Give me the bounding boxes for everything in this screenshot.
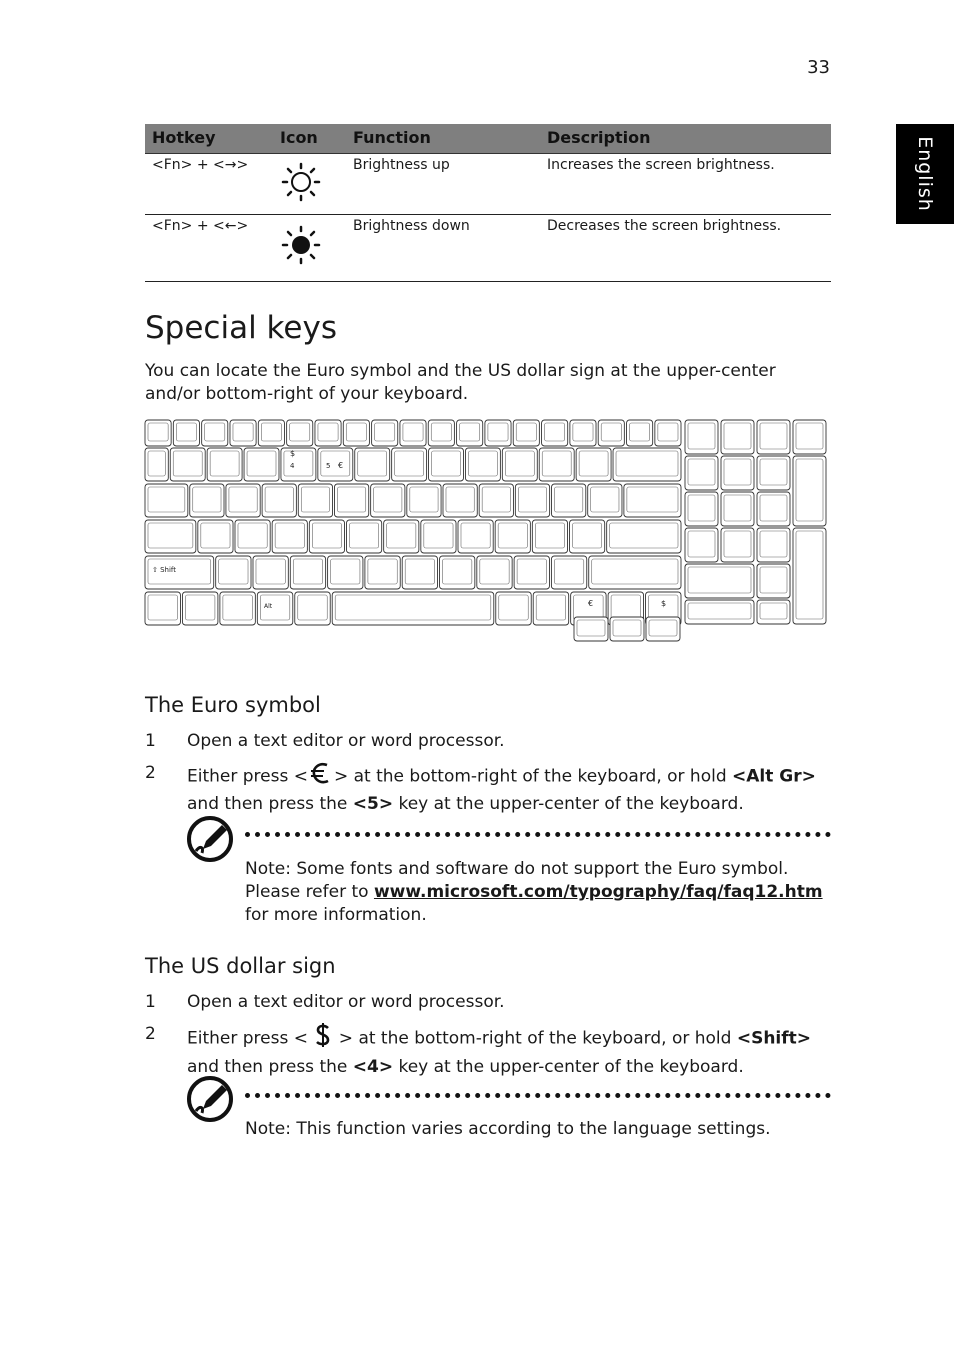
keyboard-key xyxy=(496,592,531,625)
microsoft-faq-link[interactable]: www.microsoft.com/typography/faq/faq12.htm xyxy=(373,882,823,902)
keyboard-key xyxy=(315,420,341,446)
keyboard-key xyxy=(170,448,205,481)
keyboard-key xyxy=(574,617,608,641)
keyboard-key xyxy=(607,520,681,553)
euro-section-title: The Euro symbol xyxy=(145,693,321,717)
language-tab-label: English xyxy=(914,136,936,212)
keyboard-key xyxy=(495,520,530,553)
keyboard-key xyxy=(443,484,477,517)
keyboard-key xyxy=(400,420,426,446)
keyboard-key xyxy=(685,528,718,562)
key-legend: € xyxy=(588,599,594,608)
keyboard-key xyxy=(589,556,681,589)
key-legend: € xyxy=(338,461,344,470)
keyboard-key xyxy=(262,484,296,517)
table-header xyxy=(145,124,831,154)
keyboard-key xyxy=(355,448,390,481)
hotkey-cell: <Fn> + <→> xyxy=(152,157,249,173)
keyboard-key xyxy=(576,448,611,481)
keyboard-key xyxy=(407,484,441,517)
note-label: Note xyxy=(245,859,286,879)
key-legend: ⇧ Shift xyxy=(152,566,177,574)
keyboard-key xyxy=(346,520,381,553)
step-text xyxy=(187,761,827,816)
keyboard-key xyxy=(173,420,199,446)
keyboard-key xyxy=(457,420,483,446)
keyboard-key xyxy=(145,592,180,625)
keyboard-key xyxy=(655,420,681,446)
keyboard-key xyxy=(365,556,400,589)
keyboard-key xyxy=(290,556,325,589)
keyboard-key xyxy=(793,420,826,454)
keyboard-key xyxy=(244,448,279,481)
keyboard-key xyxy=(551,556,586,589)
keyboard-key xyxy=(515,484,549,517)
keyboard-key xyxy=(685,420,718,454)
function-cell: Brightness up xyxy=(353,157,450,173)
step-text-part: and then press the xyxy=(187,1057,353,1077)
note-body: This function varies according to the language settings. xyxy=(290,1119,771,1139)
keyboard-key xyxy=(588,484,622,517)
header-description: Description xyxy=(547,128,651,147)
keyboard-key xyxy=(685,600,754,624)
keyboard-key xyxy=(402,556,437,589)
hotkey-table xyxy=(145,124,831,282)
keyboard-key xyxy=(145,520,196,553)
keyboard-key xyxy=(757,492,790,526)
step-number: 2 xyxy=(145,1024,156,1044)
keyboard-key xyxy=(613,448,681,481)
key-label: <Shift> xyxy=(736,1028,812,1049)
brightness-down-icon xyxy=(281,225,321,269)
page-title: Special keys xyxy=(145,310,337,346)
table-row xyxy=(145,215,831,282)
step-text: Open a text editor or word processor. xyxy=(187,992,505,1012)
keyboard-key xyxy=(532,520,567,553)
keyboard-key xyxy=(685,564,754,598)
note-icon xyxy=(186,1075,234,1127)
keyboard-key xyxy=(220,592,255,625)
keyboard-key xyxy=(646,617,680,641)
keyboard-key xyxy=(392,448,427,481)
keyboard-key xyxy=(479,484,513,517)
keyboard-key xyxy=(624,484,681,517)
keyboard-key xyxy=(610,617,644,641)
keyboard-key xyxy=(334,484,368,517)
keyboard-key xyxy=(627,420,653,446)
header-hotkey: Hotkey xyxy=(152,128,216,147)
keyboard-key xyxy=(258,420,284,446)
dollar-key-icon xyxy=(315,1022,331,1055)
keyboard-key xyxy=(145,420,171,446)
intro-paragraph: You can locate the Euro symbol and the US dollar sign at the upper-center and/or bottom-right of your keyboard. xyxy=(145,361,776,404)
keyboard-key xyxy=(552,484,586,517)
key-label: <Alt Gr> xyxy=(732,766,816,787)
keyboard-key xyxy=(465,448,500,481)
keyboard-key xyxy=(539,448,574,481)
keyboard-key xyxy=(685,456,718,490)
keyboard-key xyxy=(428,420,454,446)
keyboard-key xyxy=(421,520,456,553)
keyboard-key xyxy=(569,520,604,553)
keyboard-key xyxy=(429,448,464,481)
keyboard-key xyxy=(253,556,288,589)
step-text-part: and then press the xyxy=(187,794,353,814)
step-text: Open a text editor or word processor. xyxy=(187,731,505,751)
keyboard-key xyxy=(202,420,228,446)
description-cell: Decreases the screen brightness. xyxy=(547,218,782,234)
key-label: <4> xyxy=(352,1057,394,1077)
note-text xyxy=(245,1118,825,1141)
step-text-part: Either press < xyxy=(187,766,308,787)
step-number: 1 xyxy=(145,992,156,1012)
page-number: 33 xyxy=(807,57,830,78)
dollar-section-title: The US dollar sign xyxy=(145,954,336,978)
note-body: : Some fonts and software do not support the Euro symbol. Please refer to xyxy=(245,859,789,902)
keyboard-key xyxy=(458,520,493,553)
keyboard-key xyxy=(371,484,405,517)
step-text-part: key at the upper-center of the keyboard. xyxy=(393,794,744,814)
key-legend: 5 xyxy=(326,462,331,470)
keyboard-key xyxy=(685,492,718,526)
keyboard-key xyxy=(295,592,330,625)
keyboard-key xyxy=(198,520,233,553)
key-legend: $ xyxy=(290,449,296,458)
keyboard-key xyxy=(721,420,754,454)
keyboard-key xyxy=(216,556,251,589)
keyboard-key xyxy=(757,528,790,562)
keyboard-key xyxy=(598,420,624,446)
keyboard-key xyxy=(721,492,754,526)
note-text xyxy=(245,858,825,927)
keyboard-key xyxy=(757,456,790,490)
keyboard-key xyxy=(328,556,363,589)
keyboard-key xyxy=(721,456,754,490)
note-body: for more information. xyxy=(245,905,427,925)
hotkey-cell: <Fn> + <←> xyxy=(152,218,249,234)
keyboard-key xyxy=(477,556,512,589)
keyboard-key xyxy=(372,420,398,446)
keyboard-key xyxy=(182,592,217,625)
step-text-part: key at the upper-center of the keyboard. xyxy=(393,1057,744,1077)
keyboard-illustration xyxy=(144,419,830,649)
step-text-part: > at the bottom-right of the keyboard, or hold xyxy=(333,766,733,787)
step-text-part: > at the bottom-right of the keyboard, or hold xyxy=(333,1028,737,1049)
brightness-up-icon xyxy=(281,162,321,206)
keyboard-key xyxy=(757,600,790,624)
keyboard-key xyxy=(298,484,332,517)
euro-key-icon xyxy=(310,761,332,792)
keyboard-key xyxy=(757,420,790,454)
note-label: Note: xyxy=(245,1119,291,1139)
step-text xyxy=(187,1022,827,1079)
keyboard-key xyxy=(230,420,256,446)
step-text-part: Either press < xyxy=(187,1028,314,1049)
keyboard-key xyxy=(309,520,344,553)
keyboard-key xyxy=(281,448,316,481)
keyboard-key xyxy=(226,484,260,517)
key-legend: $ xyxy=(661,599,667,608)
keyboard-key xyxy=(207,448,242,481)
keyboard-key xyxy=(384,520,419,553)
key-label: <5> xyxy=(352,794,394,814)
note-divider xyxy=(245,1093,831,1098)
keyboard-key xyxy=(793,456,826,526)
key-legend: Alt xyxy=(264,603,273,610)
note-icon xyxy=(186,815,234,867)
keyboard-key xyxy=(793,528,826,624)
keyboard-key xyxy=(502,448,537,481)
keyboard-key xyxy=(287,420,313,446)
keyboard-key xyxy=(514,556,549,589)
function-cell: Brightness down xyxy=(353,218,470,234)
step-number: 1 xyxy=(145,731,156,751)
keyboard-key xyxy=(318,448,353,481)
keyboard-key xyxy=(757,564,790,598)
step-number: 2 xyxy=(145,763,156,783)
keyboard-key xyxy=(533,592,568,625)
key-legend: 4 xyxy=(290,462,295,470)
table-row xyxy=(145,154,831,215)
keyboard-key xyxy=(145,484,188,517)
keyboard-key xyxy=(272,520,307,553)
keyboard-key xyxy=(145,448,168,481)
keyboard-key xyxy=(235,520,270,553)
keyboard-key xyxy=(542,420,568,446)
keyboard-key xyxy=(721,528,754,562)
language-tab xyxy=(896,124,954,224)
keyboard-key xyxy=(513,420,539,446)
description-cell: Increases the screen brightness. xyxy=(547,157,775,173)
keyboard-key xyxy=(570,420,596,446)
keyboard-key xyxy=(190,484,224,517)
keyboard-key xyxy=(440,556,475,589)
keyboard-key xyxy=(343,420,369,446)
keyboard-key xyxy=(485,420,511,446)
header-function: Function xyxy=(353,128,431,147)
header-icon: Icon xyxy=(280,128,318,147)
keyboard-key xyxy=(332,592,494,625)
keyboard-key xyxy=(257,592,292,625)
note-divider xyxy=(245,832,831,837)
